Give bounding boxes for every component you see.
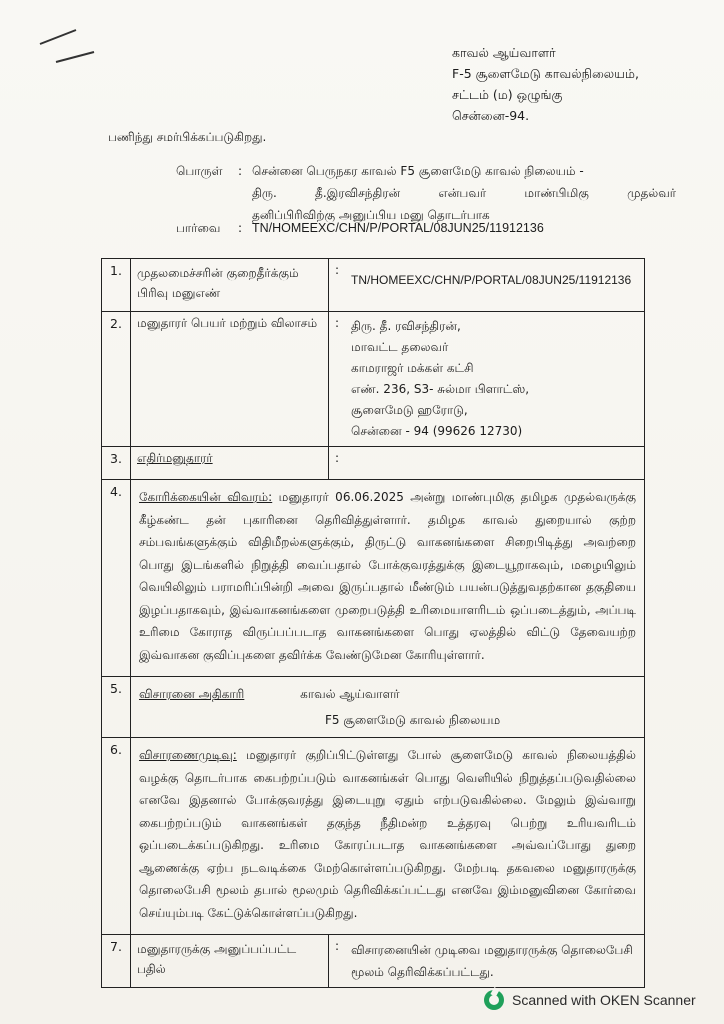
sender-line: சென்னை-94.	[452, 108, 530, 123]
row-label: எதிர்மனுதாரர்	[131, 447, 329, 480]
investigating-officer	[131, 677, 645, 738]
subject-line: தனிப்பிரிவிற்கு அனுப்பிய மனு தொடர்பாக	[252, 208, 490, 222]
table-row	[102, 480, 645, 677]
sender-address-block	[452, 42, 639, 126]
petition-number: TN/HOMEEXC/CHN/P/PORTAL/08JUN25/11912136	[345, 259, 644, 312]
subject-line: சென்னை பெருநகர காவல் F5 சூளைமேடு காவல் நிலையம் -	[252, 164, 584, 178]
reference-colon: :	[238, 221, 243, 235]
row-colon: :	[329, 312, 346, 447]
table-row	[102, 259, 645, 312]
row-label: முதலமைச்சரின் குறைதீர்க்கும் பிரிவு மனுஎண்	[131, 259, 329, 312]
row-number: 2.	[102, 312, 131, 447]
table-row	[102, 677, 645, 738]
table-row	[102, 935, 645, 988]
row-colon: :	[329, 259, 346, 312]
petitioner-address	[345, 312, 644, 447]
respondent-value	[345, 447, 644, 480]
row-number: 3.	[102, 447, 131, 480]
address-line: எண். 236, S3- சுல்மா பிளாட்ஸ்,	[351, 382, 530, 396]
address-line: காமராஜர் மக்கள் கட்சி	[351, 361, 474, 375]
table-row	[102, 447, 645, 480]
row-colon: :	[329, 447, 346, 480]
subject-label: பொருள்	[176, 164, 223, 178]
address-line: சூளைமேடு ஹரோடு,	[351, 403, 468, 417]
subject-block	[176, 160, 676, 226]
request-details	[131, 480, 645, 677]
reference-number: TN/HOMEEXC/CHN/P/PORTAL/08JUN25/11912136	[252, 221, 544, 235]
result-heading: விசாரணைமுடிவு:	[139, 748, 237, 762]
scanner-watermark	[484, 990, 696, 1010]
submission-line: பணிந்து சமர்பிக்கப்படுகிறது.	[108, 130, 267, 144]
table-row	[102, 312, 645, 447]
investigation-result	[131, 738, 645, 935]
reply-value: விசாரனையின் முடிவை மனுதாரருக்கு தொலைபேசி மூலம் தெரிவிக்கப்பட்டது.	[345, 935, 644, 988]
officer-station: F5 சூளைமேடு காவல் நிலையம	[325, 713, 501, 727]
petition-details-table	[101, 258, 645, 988]
watermark-text: Scanned with OKEN Scanner	[512, 992, 696, 1008]
row-number: 4.	[102, 480, 131, 677]
row-number: 7.	[102, 935, 131, 988]
row-number: 1.	[102, 259, 131, 312]
scanner-logo-icon	[484, 990, 504, 1010]
sender-line: F-5 சூளைமேடு காவல்நிலையம்,	[452, 66, 639, 81]
address-line: சென்னை - 94 (99626 12730)	[351, 424, 523, 438]
officer-heading: விசாரனை அதிகாரி	[139, 687, 245, 701]
address-line: திரு. தீ. ரவிசந்திரன்,	[351, 319, 461, 333]
row-number: 6.	[102, 738, 131, 935]
request-text: மனுதாரர் 06.06.2025 அன்று மாண்புமிகு தமிழக முதல்வருக்கு கீழ்கண்ட தன் புகாரினை தெரிவித்துள்ளார். தமிழக காவல் துறையால் குற்ற சம்பவங்களுக்கும் விதிமீறல்களுக்கும், திருட்டு வாகனங்களை சிறைபிடித்து அவற்றை பொது இடங்களில் நிறுத்தி வைப்பதால் போக்குவரத்துக்கு இடையூறாகவும், மழையிலும் வெயிலிலும் பராமரிப்பின்றி அவை இருப்பதால் மீண்டும் பயன்படுத்துவதற்கான தகுதியை இழப்பதாகவும், இவ்வாகனங்களை முறைபடுத்தி உரிமையாளரிடம் ஒப்படைத்தும், அப்படி உரிமை கோராத விருப்பப்படாத வாகனங்களை பொது ஏலத்தில் விட்டு தேவையற்ற இவ்வாகன குவிப்புகளை தவிர்க்க வேண்டுமேன கோரியுள்ளார்.	[139, 490, 636, 662]
row-colon: :	[329, 935, 346, 988]
reference-label: பார்வை	[176, 221, 221, 235]
officer-title: காவல் ஆய்வாளர்	[300, 687, 400, 701]
row-label: மனுதாரருக்கு அனுப்பப்பட்ட பதில்	[131, 935, 329, 988]
subject-line: திரு. தீ.இரவிசந்திரன் என்பவர் மாண்பிமிகு முதல்வர்	[252, 186, 676, 200]
subject-colon: :	[238, 164, 243, 178]
request-heading: கோரிக்கையின் விவரம்:	[139, 490, 273, 504]
sender-line: காவல் ஆய்வாளர்	[452, 45, 556, 60]
row-label: மனுதாரர் பெயர் மற்றும் விலாசம்	[131, 312, 329, 447]
address-line: மாவட்ட தலைவர்	[351, 340, 449, 354]
sender-line: சட்டம் (ம) ஒழுங்கு	[452, 87, 563, 102]
pen-scribble-mark	[38, 28, 108, 78]
result-text: மனுதாரர் குறிப்பிட்டுள்ளது போல் சூளைமேடு காவல் நிலையத்தில் வழக்கு தொடர்பாக கைபற்றப்படும் வாகனங்கள் பொது வெளியில் நிறுத்தப்படுவதில்லை எனவே இதனால் போக்குவரத்து இடையுறு ஏதும் எற்படுவகில்லை. மேலும் இவ்வாறு கைபற்றப்படும் வாகனங்கள் தகுந்த நீதிமன்ற உத்தரவு பெற்று உரியவரிடம் ஒப்படைக்கப்படுகிறது. உரிமை கோரப்படாத வாகனங்களை அவ்வப்போது துறை ஆணைக்கு ஏற்ப நடவடிக்கை மேற்கொள்ளப்படுகிறது. மேற்படி தகவலை மனுதாரருக்கு தொலைபேசி மூலம் தபால் மூலமும் தெரிவிக்கப்பட்டது எனவே இம்மனுவினை கோர்வை செய்யும்படி கேட்டுக்கொள்ளப்படுகிறது.	[139, 748, 636, 920]
table-row	[102, 738, 645, 935]
reference-row	[176, 221, 544, 237]
row-number: 5.	[102, 677, 131, 738]
